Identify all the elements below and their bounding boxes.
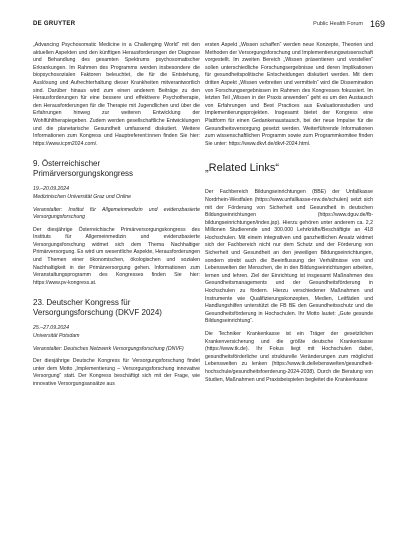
section-23-location: Universität Potsdam — [33, 333, 80, 340]
section-9-date: 19.–20.09.2024 — [33, 186, 70, 193]
left-column — [33, 42, 200, 394]
section-9-heading: 9. Österreichischer Primärversorgungskongress — [33, 159, 134, 178]
section-23 — [33, 298, 200, 388]
page-header — [33, 20, 385, 32]
section-23-organizer: Veranstalter: Deutsches Netzwerk Versorgungsforschung (DNVF) — [33, 345, 184, 352]
section-9-body: Der diesjährige Österreichische Primärversorgungskongress des Instituts für Allgemeinmedizin und evidenzbasierte Versorgungsforschung widmet sich dem Thema Nachhaltiger Primärversorgung. Es wird um wesentliche Aspekte, Herausforderungen und Themen einer ökonomischen, ökologischen und sozialen Nachhaltigkeit in der Primärversorgung gehen. Informationen zum Veranstaltungsprogramm des Kongresses finden Sie hier: https://www.pv-kongress.at. — [33, 226, 200, 286]
related-paragraph-tk: Die Techniker Krankenkasse ist ein Träger der gesetzlichen Krankenversicherung und die größte deutsche Krankenkasse (https://www.tk.de). Ihr Fokus liegt mit Hochschulen dabei, gesundheitsförderliche und strukturelle Veränderungen zum möglichst Lebenswelten zu lenken (https://www.tk.de/lebenswelten/gesundheit-hochschule/gesundheitsfoerderung-2024-2038). Durch die Beratung von Studien, Maßnahmen und Praxisbeispielen begleitet die Krankenkasse — [205, 331, 373, 383]
section-23-heading: 23. Deutscher Kongress für Versorgungsforschung (DKVF 2024) — [33, 298, 162, 317]
publisher-logo: DE GRUYTER — [33, 21, 76, 27]
section-9 — [33, 159, 200, 287]
running-head: Public Health Forum — [313, 21, 363, 27]
section-9-location: Medizinischen Universität Graz und Online — [33, 193, 132, 200]
section-9-organizer: Veranstalter: Institut für Allgemeinmedizin und evidenzbasierte Versorgungsforschung — [33, 206, 200, 221]
section-23-date: 25.–27.09.2024 — [33, 325, 70, 332]
related-links-heading: „Related Links“ — [205, 162, 279, 175]
right-column — [205, 42, 373, 389]
page-number: 169 — [369, 19, 385, 29]
related-paragraph-ukn: Der Fachbereich Bildungseinrichtungen (BBE) der Unfallkasse Nordrhein-Westfalen (https://www.unfallkasse-nrw.de/schulen) setzt sich mit der Förderung von Sicherheit und Gesundheit in deutschen Bildungseinrichtungen (https://www.dguv.de/fb-bildungseinrichtungen/index.jsp). Hierzu gehören unter anderem ca. 2,2 Millionen Studierende und 300.000 Lehrkräfte/Beschäftigte an 418 Hochschulen. Mit einem integrativen und ganzheitlichen Ansatz widmet sich der Fachbereich nicht nur dem Schutz und der Förderung von Sicherheit und Gesundheit an den jeweiligen Bildungseinrichtungen, sondern strebt auch die Beeinflussung der Verhältnisse von und Lebenswelten der Menschen, die in den Bildungseinrichtungen arbeiten, lernen und lehren. Ziel der Einrichtung ist insgesamt Maßnahmen des Gesundheitsmanagements und der Gesundheitsförderung in Hochschulen zu fördern. Hierzu verschiedener Maßnahmen und Instrumente wie Qualifizierungskonzepten, Medien, Leitfäden und Handlungshilfen unterstützt die FB BE den Gesundheitsschutz und die Gesundheitsförderung in Hochschulen. Ihr Motto lautet: „Gute gesunde Bildungseinrichtung“. — [205, 189, 373, 325]
congress-paragraph: ersten Aspekt „Wissen schaffen“ werden neue Konzepte, Theorien und Methoden der Versorgungsforschung und Implementierungswissenschaft vorgestellt. Im zweiten Bereich „Wissen präsentieren und vorstellen“ sollen unterschiedliche Forschungsergebnisse und deren Implikationen für gesundheitspolitische Entscheidungen diskutiert werden. Mit dem dritten Aspekt „Wissen verbreiten und vermitteln“ wird die Dissemination von Forschungsergebnissen im Rahmen des Kongresses fokussiert. Im letzten Teil „Wissen in der Praxis anwenden“ geht es um den Austausch von Erfahrungen und Best Practices aus Evaluationsstudien und Implementierungsprojekten. Insgesamt bietet der Kongress eine Plattform für einen Gedankenaustausch, bei der neue Impulse für die Gesundheitsversorgung gesetzt werden. Weiterführende Informationen zum wissenschaftlichen Programm sowie zum Programmkomitee finden Sie unter: https://www.dkvf.de/dkvf-2024.html. — [205, 42, 373, 147]
section-23-body: Der diesjährige Deutsche Kongress für Versorgungsforschung findet unter dem Motto „Implementierung – Versorgungsforschung innovative Versorgung“ statt. Der Kongress beschäftigt sich mit der Frage, wie innovative Versorgungsansätze aus — [33, 358, 200, 387]
intro-paragraph: „Advancing Psychosomatic Medicine in a Challenging World“ mit den aktuellen Aspekten und den künftigen Herausforderungen der Diagnose und Behandlung des gesamten Spektrums psychosomatischer Erkrankungen. Im Rahmen des Programms werden insbesondere die biopsychosozialen Faktoren beleuchtet, die für die Entstehung, Auslösung und Aufrechterhaltung dieser Krankheiten mitverantwortlich sind. Darüber hinaus wird zum einen anderem Beiträge zu den Herausforderungen für eine bessere und effektivere Psychotherapie, den Herausforderungen für die Therapie mit Jugendlichen und über die Erfahrungen hinweg zur weiteren Entwicklung der Wohlfühltherapiegeben. Zudem werden gesellschaftliche Entwicklungen und die planetarische Gesundheit umfassend diskutiert. Weitere Informationen zum Kongress und Hauptreferent:innen finden Sie hier: https://www.icpm2024.com/. — [33, 42, 200, 147]
